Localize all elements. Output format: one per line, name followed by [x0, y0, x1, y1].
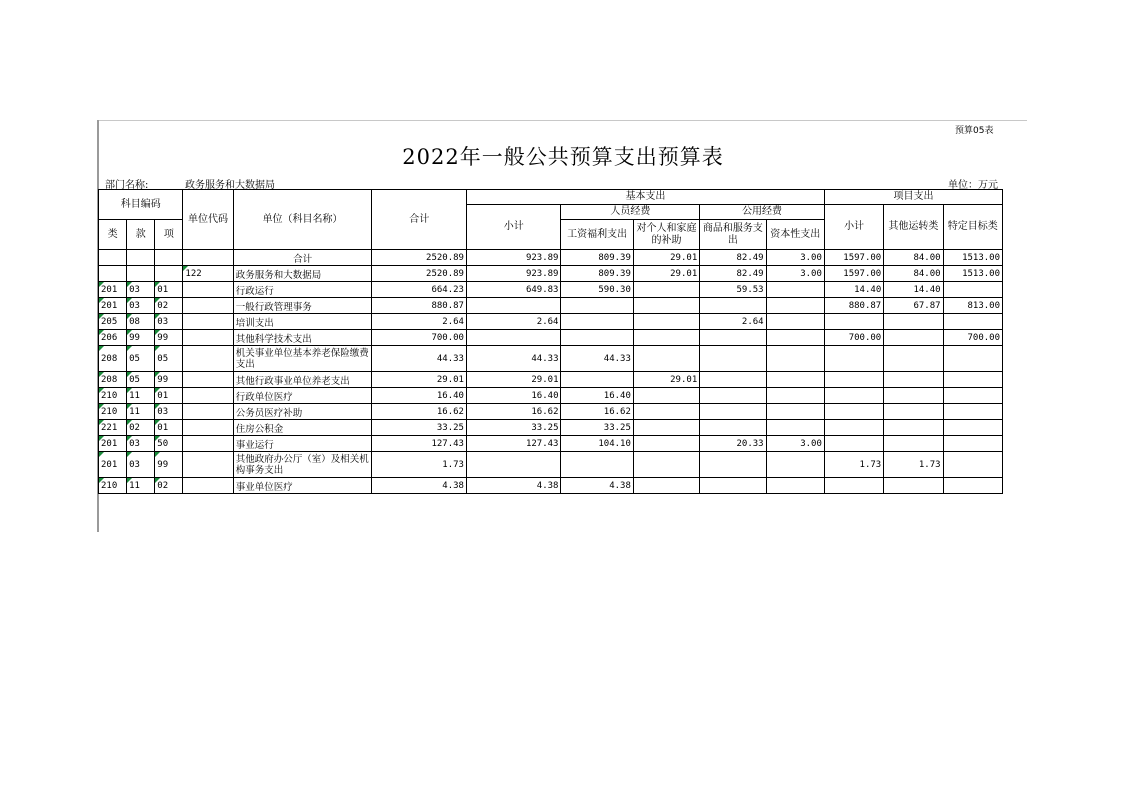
cell-capital: 3.00 [766, 266, 824, 282]
cell-specific [943, 282, 1002, 298]
table-row [99, 346, 1003, 372]
cell-capital [766, 372, 824, 388]
cell-other-op: 84.00 [884, 250, 943, 266]
cell-total: 33.25 [372, 420, 467, 436]
cell-subsidy [633, 404, 699, 420]
cell-goods [700, 478, 766, 494]
cell-project-subtotal [824, 346, 883, 372]
cell-salary: 809.39 [561, 266, 633, 282]
cell-salary: 809.39 [561, 250, 633, 266]
cell-other-op [884, 330, 943, 346]
cell-specific [943, 420, 1002, 436]
cell-name: 其他行政事业单位养老支出 [233, 372, 372, 388]
cell-capital [766, 282, 824, 298]
cell-xiang: 01 [155, 388, 183, 404]
table-row [99, 478, 1003, 494]
cell-specific [943, 452, 1002, 478]
cell-other-op: 14.40 [884, 282, 943, 298]
cell-capital [766, 420, 824, 436]
table-row [99, 388, 1003, 404]
cell-kuan: 11 [127, 388, 155, 404]
header-unit-code: 单位代码 [183, 190, 233, 250]
cell-project-subtotal: 14.40 [824, 282, 883, 298]
cell-total: 44.33 [372, 346, 467, 372]
cell-basic-subtotal: 649.83 [466, 282, 561, 298]
cell-salary: 590.30 [561, 282, 633, 298]
cell-specific [943, 372, 1002, 388]
cell-salary [561, 330, 633, 346]
cell-project-subtotal: 880.87 [824, 298, 883, 314]
cell-other-op: 1.73 [884, 452, 943, 478]
cell-name: 一般行政管理事务 [233, 298, 372, 314]
table-row [99, 452, 1003, 478]
header-total: 合计 [372, 190, 467, 250]
cell-total: 1.73 [372, 452, 467, 478]
cell-basic-subtotal: 44.33 [466, 346, 561, 372]
header-specific-target: 特定目标类 [943, 205, 1002, 250]
header-subsidy: 对个人和家庭的补助 [633, 220, 699, 250]
unit-label: 单位：万元 [948, 180, 998, 191]
cell-kuan: 03 [127, 282, 155, 298]
cell-total: 664.23 [372, 282, 467, 298]
header-capital: 资本性支出 [766, 220, 824, 250]
cell-kuan: 03 [127, 452, 155, 478]
cell-project-subtotal: 700.00 [824, 330, 883, 346]
cell-salary [561, 314, 633, 330]
cell-project-subtotal [824, 436, 883, 452]
cell-other-op: 84.00 [884, 266, 943, 282]
cell-project-subtotal: 1597.00 [824, 250, 883, 266]
cell-subsidy [633, 452, 699, 478]
cell-kuan: 05 [127, 372, 155, 388]
cell-kuan: 05 [127, 346, 155, 372]
cell-specific: 1513.00 [943, 250, 1002, 266]
header-unit-name: 单位（科目名称） [233, 190, 372, 250]
cell-specific [943, 346, 1002, 372]
table-row [99, 372, 1003, 388]
cell-kuan [127, 266, 155, 282]
cell-capital [766, 346, 824, 372]
table-row [99, 404, 1003, 420]
header-basic: 基本支出 [466, 190, 824, 205]
table-row [99, 282, 1003, 298]
cell-lei: 210 [99, 478, 127, 494]
header-project: 项目支出 [824, 190, 1002, 205]
cell-subsidy [633, 346, 699, 372]
header-kuan: 款 [127, 220, 155, 250]
cell-unit-code: 122 [183, 266, 233, 282]
cell-goods [700, 404, 766, 420]
header-personnel: 人员经费 [561, 205, 700, 220]
cell-name: 行政单位医疗 [233, 388, 372, 404]
cell-basic-subtotal [466, 330, 561, 346]
cell-name: 培训支出 [233, 314, 372, 330]
cell-total: 29.01 [372, 372, 467, 388]
table-row [99, 420, 1003, 436]
cell-capital [766, 314, 824, 330]
cell-salary: 104.10 [561, 436, 633, 452]
cell-lei: 210 [99, 388, 127, 404]
cell-other-op [884, 420, 943, 436]
cell-unit-code [183, 452, 233, 478]
cell-other-op [884, 346, 943, 372]
cell-subsidy [633, 420, 699, 436]
cell-kuan: 99 [127, 330, 155, 346]
cell-basic-subtotal [466, 452, 561, 478]
cell-kuan: 11 [127, 404, 155, 420]
cell-other-op [884, 372, 943, 388]
cell-kuan: 11 [127, 478, 155, 494]
cell-name: 行政运行 [233, 282, 372, 298]
cell-goods: 82.49 [700, 266, 766, 282]
cell-basic-subtotal: 2.64 [466, 314, 561, 330]
cell-lei: 201 [99, 282, 127, 298]
table-row [99, 436, 1003, 452]
cell-total: 127.43 [372, 436, 467, 452]
cell-basic-subtotal: 16.62 [466, 404, 561, 420]
cell-goods [700, 372, 766, 388]
cell-other-op [884, 404, 943, 420]
cell-salary [561, 298, 633, 314]
cell-name: 政务服务和大数据局 [233, 266, 372, 282]
cell-capital [766, 452, 824, 478]
cell-project-subtotal [824, 404, 883, 420]
cell-other-op [884, 478, 943, 494]
header-salary-welfare: 工资福利支出 [561, 220, 633, 250]
cell-lei [99, 266, 127, 282]
cell-basic-subtotal: 923.89 [466, 250, 561, 266]
cell-capital [766, 478, 824, 494]
cell-project-subtotal [824, 388, 883, 404]
cell-total: 2520.89 [372, 266, 467, 282]
cell-lei: 210 [99, 404, 127, 420]
cell-specific: 813.00 [943, 298, 1002, 314]
cell-lei: 201 [99, 436, 127, 452]
header-lei: 类 [99, 220, 127, 250]
cell-capital [766, 404, 824, 420]
cell-xiang: 02 [155, 478, 183, 494]
cell-basic-subtotal [466, 298, 561, 314]
cell-xiang [155, 250, 183, 266]
table-body [99, 250, 1003, 494]
cell-kuan: 08 [127, 314, 155, 330]
cell-xiang: 02 [155, 298, 183, 314]
cell-salary: 16.40 [561, 388, 633, 404]
cell-name: 其他政府办公厅（室）及相关机构事务支出 [233, 452, 372, 478]
cell-goods: 2.64 [700, 314, 766, 330]
cell-basic-subtotal: 923.89 [466, 266, 561, 282]
cell-name: 其他科学技术支出 [233, 330, 372, 346]
cell-project-subtotal: 1597.00 [824, 266, 883, 282]
cell-subsidy: 29.01 [633, 372, 699, 388]
cell-kuan: 03 [127, 298, 155, 314]
cell-xiang: 99 [155, 452, 183, 478]
cell-unit-code [183, 420, 233, 436]
cell-goods [700, 346, 766, 372]
table-row [99, 298, 1003, 314]
department-name: 政务服务和大数据局 [185, 180, 275, 191]
cell-specific [943, 478, 1002, 494]
header-public-funds: 公用经费 [700, 205, 825, 220]
cell-unit-code [183, 298, 233, 314]
cell-xiang: 99 [155, 372, 183, 388]
cell-lei: 208 [99, 372, 127, 388]
cell-unit-code [183, 436, 233, 452]
cell-lei: 221 [99, 420, 127, 436]
cell-subsidy [633, 436, 699, 452]
cell-unit-code [183, 250, 233, 266]
cell-basic-subtotal: 29.01 [466, 372, 561, 388]
form-number: 预算05表 [955, 126, 994, 136]
cell-name: 住房公积金 [233, 420, 372, 436]
cell-other-op: 67.87 [884, 298, 943, 314]
cell-xiang [155, 266, 183, 282]
cell-capital: 3.00 [766, 436, 824, 452]
cell-xiang: 01 [155, 282, 183, 298]
table-row [99, 250, 1003, 266]
header-goods-services: 商品和服务支出 [700, 220, 766, 250]
cell-other-op [884, 388, 943, 404]
cell-lei: 201 [99, 452, 127, 478]
cell-goods: 82.49 [700, 250, 766, 266]
cell-kuan: 02 [127, 420, 155, 436]
cell-other-op [884, 314, 943, 330]
cell-basic-subtotal: 4.38 [466, 478, 561, 494]
cell-xiang: 99 [155, 330, 183, 346]
cell-lei: 205 [99, 314, 127, 330]
cell-total: 700.00 [372, 330, 467, 346]
cell-specific [943, 436, 1002, 452]
cell-subsidy [633, 478, 699, 494]
header-basic-subtotal: 小计 [466, 205, 561, 250]
cell-basic-subtotal: 127.43 [466, 436, 561, 452]
cell-salary: 4.38 [561, 478, 633, 494]
cell-salary: 44.33 [561, 346, 633, 372]
cell-lei: 206 [99, 330, 127, 346]
cell-total: 16.40 [372, 388, 467, 404]
cell-goods [700, 420, 766, 436]
header-project-subtotal: 小计 [824, 205, 883, 250]
cell-unit-code [183, 346, 233, 372]
cell-subsidy: 29.01 [633, 266, 699, 282]
cell-unit-code [183, 388, 233, 404]
cell-goods [700, 388, 766, 404]
cell-kuan: 03 [127, 436, 155, 452]
department-label: 部门名称: [105, 180, 149, 191]
table-row [99, 266, 1003, 282]
cell-total: 16.62 [372, 404, 467, 420]
cell-goods [700, 452, 766, 478]
cell-capital [766, 298, 824, 314]
cell-total: 880.87 [372, 298, 467, 314]
cell-unit-code [183, 404, 233, 420]
cell-goods [700, 298, 766, 314]
header-subject-code: 科目编码 [99, 190, 183, 220]
cell-goods: 20.33 [700, 436, 766, 452]
cell-total: 2.64 [372, 314, 467, 330]
cell-name: 公务员医疗补助 [233, 404, 372, 420]
table-header [99, 190, 1003, 250]
cell-specific [943, 314, 1002, 330]
cell-capital [766, 388, 824, 404]
budget-table [98, 189, 1003, 494]
cell-goods: 59.53 [700, 282, 766, 298]
cell-specific [943, 404, 1002, 420]
cell-name: 机关事业单位基本养老保险缴费支出 [233, 346, 372, 372]
cell-basic-subtotal: 33.25 [466, 420, 561, 436]
cell-lei: 201 [99, 298, 127, 314]
header-xiang: 项 [155, 220, 183, 250]
cell-name: 合计 [233, 250, 372, 266]
cell-specific [943, 388, 1002, 404]
cell-xiang: 01 [155, 420, 183, 436]
cell-total: 2520.89 [372, 250, 467, 266]
cell-project-subtotal [824, 478, 883, 494]
cell-project-subtotal [824, 314, 883, 330]
cell-goods [700, 330, 766, 346]
cell-specific: 700.00 [943, 330, 1002, 346]
cell-lei: 208 [99, 346, 127, 372]
cell-capital: 3.00 [766, 250, 824, 266]
cell-salary: 33.25 [561, 420, 633, 436]
cell-subsidy [633, 298, 699, 314]
cell-unit-code [183, 314, 233, 330]
cell-subsidy [633, 282, 699, 298]
cell-project-subtotal [824, 420, 883, 436]
cell-total: 4.38 [372, 478, 467, 494]
cell-unit-code [183, 372, 233, 388]
cell-salary [561, 452, 633, 478]
cell-other-op [884, 436, 943, 452]
header-other-operation: 其他运转类 [884, 205, 943, 250]
cell-salary [561, 372, 633, 388]
table-row [99, 330, 1003, 346]
cell-capital [766, 330, 824, 346]
cell-subsidy [633, 330, 699, 346]
cell-specific: 1513.00 [943, 266, 1002, 282]
cell-xiang: 50 [155, 436, 183, 452]
page-title: 2022年一般公共预算支出预算表 [402, 145, 724, 169]
table-row [99, 314, 1003, 330]
cell-kuan [127, 250, 155, 266]
cell-project-subtotal: 1.73 [824, 452, 883, 478]
cell-unit-code [183, 478, 233, 494]
cell-subsidy [633, 314, 699, 330]
cell-name: 事业运行 [233, 436, 372, 452]
sheet-top-border [99, 120, 1027, 121]
cell-lei [99, 250, 127, 266]
cell-xiang: 03 [155, 404, 183, 420]
cell-xiang: 03 [155, 314, 183, 330]
cell-basic-subtotal: 16.40 [466, 388, 561, 404]
cell-salary: 16.62 [561, 404, 633, 420]
cell-xiang: 05 [155, 346, 183, 372]
cell-subsidy [633, 388, 699, 404]
cell-project-subtotal [824, 372, 883, 388]
cell-name: 事业单位医疗 [233, 478, 372, 494]
cell-unit-code [183, 282, 233, 298]
cell-subsidy: 29.01 [633, 250, 699, 266]
cell-unit-code [183, 330, 233, 346]
